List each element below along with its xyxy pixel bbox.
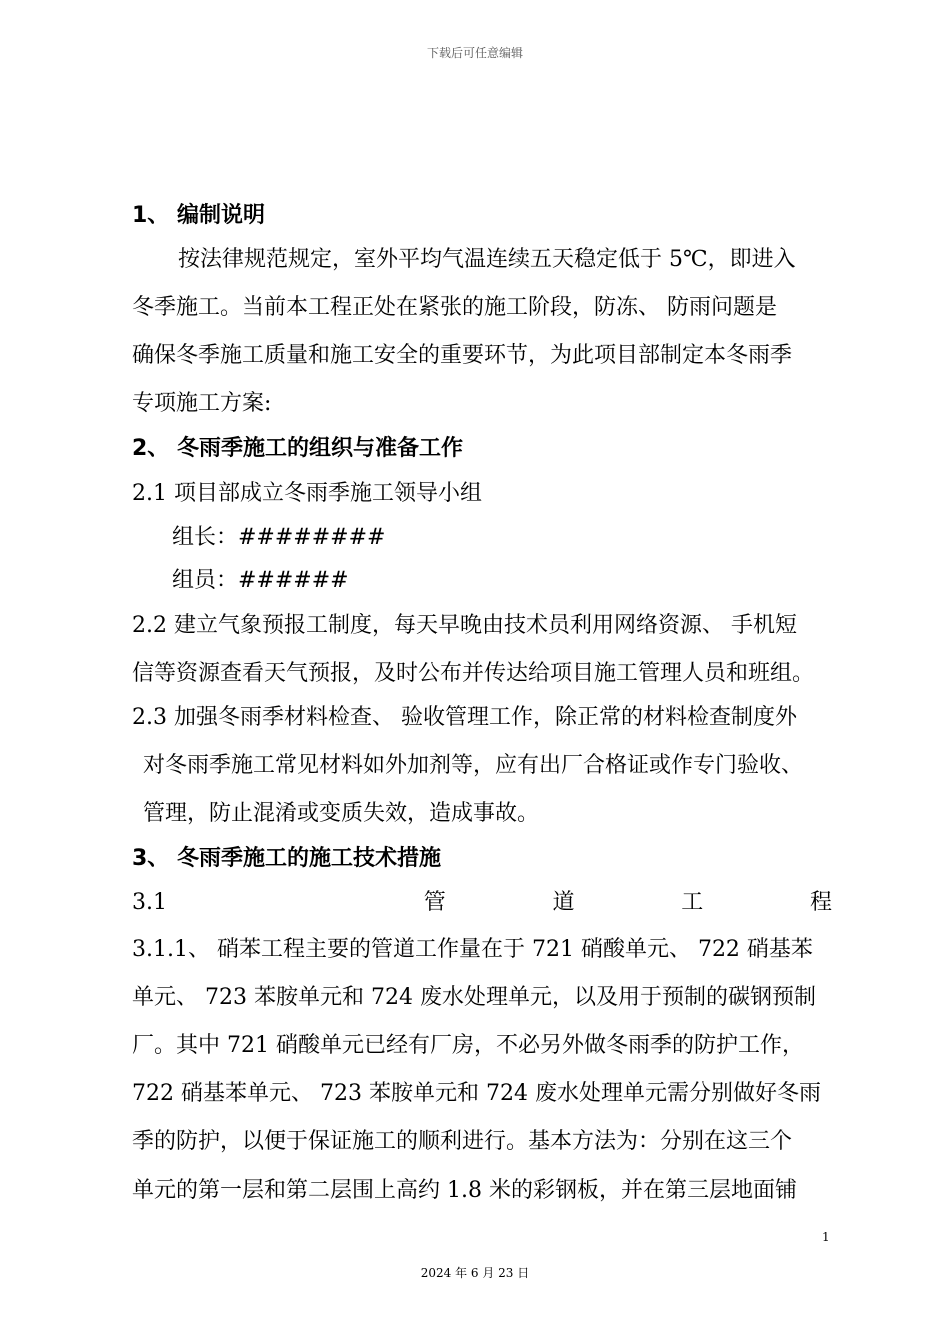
paragraph-line: 3.1.1、 硝苯工程主要的管道工作量在于 721 硝酸单元、 722 硝基苯	[132, 937, 813, 962]
subsection-heading: 2.1 项目部成立冬雨季施工领导小组	[132, 481, 482, 506]
justified-word: 道	[552, 890, 575, 915]
paragraph-line: 管理，防止混淆或变质失效，造成事故。	[143, 801, 540, 826]
paragraph-line: 按法律规范规定，室外平均气温连续五天稳定低于 5℃，即进入	[178, 247, 796, 272]
paragraph-line: 2.3 加强冬雨季材料检查、 验收管理工作，除正常的材料检查制度外	[132, 705, 797, 730]
paragraph-line: 单元、 723 苯胺单元和 724 废水处理单元，以及用于预制的碳钢预制	[132, 985, 816, 1010]
paragraph-line: 专项施工方案:	[132, 391, 272, 416]
page-number: 1	[822, 1230, 830, 1244]
paragraph-line: 722 硝基苯单元、 723 苯胺单元和 724 废水处理单元需分别做好冬雨	[132, 1081, 821, 1106]
justified-word: 程	[809, 890, 832, 915]
justified-word: 3.1	[132, 890, 167, 915]
section-heading-1: 1、 编制说明	[132, 203, 265, 228]
page-header: 下载后可任意编辑	[426, 46, 523, 60]
page-footer-date: 2024 年 6 月 23 日	[420, 1266, 530, 1280]
paragraph-line: 确保冬季施工质量和施工安全的重要环节，为此项目部制定本冬雨季	[132, 343, 793, 368]
section-heading-2: 2、 冬雨季施工的组织与准备工作	[132, 436, 463, 461]
paragraph-line: 信等资源查看天气预报，及时公布并传达给项目施工管理人员和班组。	[132, 661, 815, 686]
paragraph-line: 对冬雨季施工常见材料如外加剂等，应有出厂合格证或作专门验收、	[143, 753, 804, 778]
subsection-heading-justified	[132, 888, 832, 918]
member-line: 组员：######	[172, 568, 349, 593]
leader-line: 组长：########	[172, 525, 386, 550]
paragraph-line: 季的防护，以便于保证施工的顺利进行。基本方法为：分别在这三个	[132, 1129, 793, 1154]
justified-word: 管	[423, 890, 446, 915]
paragraph-line: 单元的第一层和第二层围上高约 1.8 米的彩钢板，并在第三层地面铺	[132, 1178, 797, 1203]
paragraph-line: 厂。其中 721 硝酸单元已经有厂房，不必另外做冬雨季的防护工作，	[132, 1033, 804, 1058]
paragraph-line: 冬季施工。当前本工程正处在紧张的施工阶段，防冻、 防雨问题是	[132, 295, 777, 320]
justified-word: 工	[681, 890, 704, 915]
section-heading-3: 3、 冬雨季施工的施工技术措施	[132, 846, 441, 871]
paragraph-line: 2.2 建立气象预报工制度，每天早晚由技术员利用网络资源、 手机短	[132, 613, 797, 638]
